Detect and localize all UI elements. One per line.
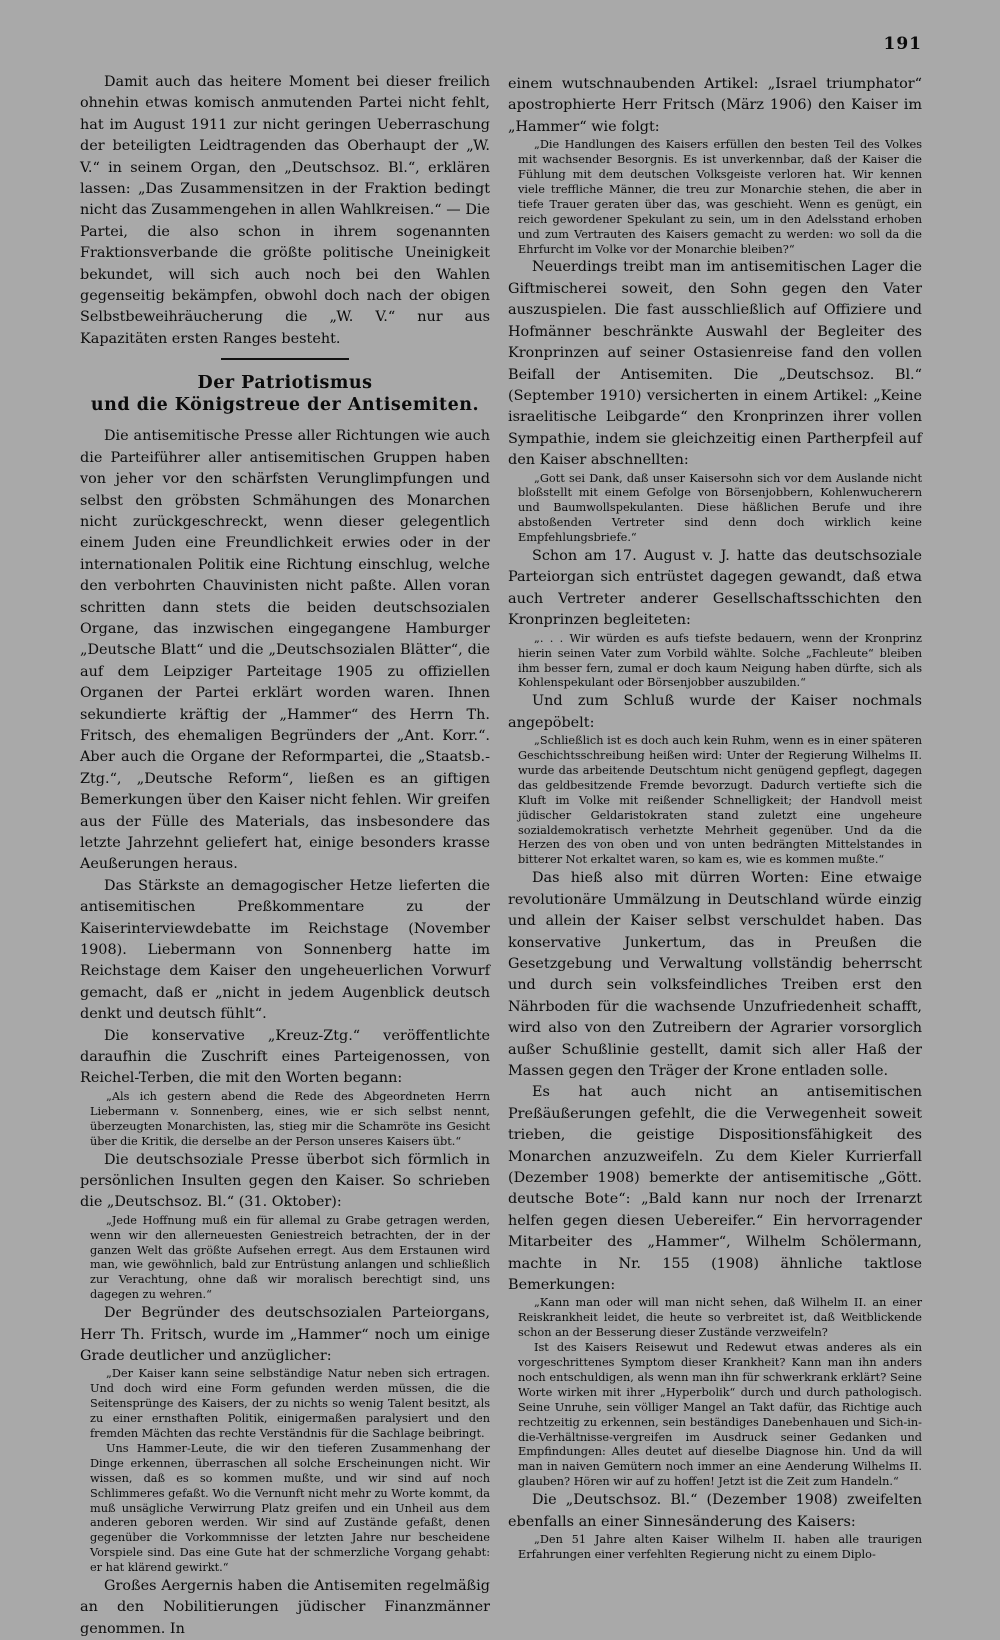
- paragraph: Das hieß also mit dürren Worten: Eine etwaige revolutionäre Ummälzung in Deutschland würde einzig und allein der Kaiser selbst verschuldet haben. Das konservative Junkertum, das in Preußen die Gesetzgebung und Verwaltung vollständig beherrscht und durch sein volksfeindliches Treiben erst den Nährboden für die wachsende Unzufriedenheit schafft, wird also von den Zutreibern der Agrarier vorsorglich außer Schußlinie gestellt, damit sich aller Haß der Massen gegen den Träger der Krone entladen solle.: [508, 870, 922, 1079]
- paragraph: Die antisemitische Presse aller Richtungen wie auch die Parteiführer aller antisemitischen Gruppen haben von jeher vor den schärfsten Verunglimpfungen und selbst den gröbsten Schmähungen des Monarchen nicht zurückgeschreckt, wenn dieser gelegentlich einem Juden eine Freundlichkeit erwies oder in der internationalen Politik eine Richtung einschlug, welche den verbohrten Chauvinisten nicht paßte. Allen voran schritten dann stets die beiden deutschsozialen Organe, das inzwischen eingegangene Hamburger „Deutsche Blatt“ und die „Deutschsozialen Blätter“, die auf dem Leipziger Parteitage 1905 zu offiziellen Organen der Partei erklärt worden waren. Ihnen sekundierte kräftig der „Hammer“ des Herrn Th. Fritsch, des ehemaligen Begründers der „Ant. Korr.“. Aber auch die Organe der Reformpartei, die „Staatsb.-Ztg.“, „Deutsche Reform“, ließen es an giftigen Bemerkungen über den Kaiser nicht fehlen. Wir greifen aus der Fülle des Materials, das insbesondere das letzte Jahrzehnt geliefert hat, einige besonders krasse Aeußerungen heraus.: [80, 428, 490, 873]
- section-heading: [80, 372, 490, 416]
- block-quote: „Gott sei Dank, daß unser Kaisersohn sich vor dem Auslande nicht bloßstellt mit einem Gefolge von Börsenjobbern, Kohlenwucherern und Baumwollspekulanten. Diese häßlichen Berufe und ihre abstoßenden Vertreter sind denn doch wirklich keine Empfehlungsbriefe.“: [518, 471, 922, 545]
- block-quote: „. . . Wir würden es aufs tiefste bedauern, wenn der Kronprinz hierin seinen Vater zum Vorbild wählte. Solche „Fachleute“ bleiben ihm besser fern, zumal er doch kaum Neigung haben dürfte, sich als Kohlenspekulant oder Börsenjobber auszubilden.“: [518, 631, 922, 690]
- block-quote: „Die Handlungen des Kaisers erfüllen den besten Teil des Volkes mit wachsender Besorgnis. Es ist unverkennbar, daß der Kaiser die Fühlung mit dem deutschen Volksgeiste verloren hat. Wir kennen viele treffliche Männer, die treu zur Monarchie stehen, die aber in tiefe Trauer geraten über das, was geschieht. Wenn es genügt, ein reich gewordener Spekulant zu sein, um in den Adelsstand erhoben und zum Vertrauten des Kaisers gemacht zu werden: wo soll da die Ehrfurcht im Volke vor der Monarchie bleiben?“: [518, 138, 922, 256]
- paragraph: einem wutschnaubenden Artikel: „Israel triumphator“ apostrophierte Herr Fritsch (März 1906) den Kaiser im „Hammer“ wie folgt:: [508, 76, 922, 135]
- section-heading-line2: und die Königstreue der Antisemiten.: [90, 395, 480, 416]
- block-quote: „Als ich gestern abend die Rede des Abgeordneten Herrn Liebermann v. Sonnenberg, eines, wie er sich selbst nennt, überzeugten Monarchisten, las, stieg mir die Schamröte ins Gesicht über die Kritik, die derselbe an der Person unseres Kaisers übt.“: [90, 1089, 490, 1148]
- paragraph: Der Begründer des deutschsozialen Parteiorgans, Herr Th. Fritsch, wurde im „Hammer“ noch um einige Grade deutlicher und anzüglicher:: [80, 1305, 490, 1364]
- block-quote: „Der Kaiser kann seine selbständige Natur neben sich ertragen. Und doch wird eine Form gefunden werden müssen, die die Seitensprünge des Kaisers, der zu nichts so wenig Talent besitzt, als zu einer ernsthaften Politik, einigermaßen paralysiert und den fremden Mächten das rechte Verständnis für die Sachlage beibringt.: [90, 1367, 490, 1440]
- block-quote: „Jede Hoffnung muß ein für allemal zu Grabe getragen werden, wenn wir den allerneuesten Geniestreich betrachten, der in der ganzen Welt das größte Aufsehen erregt. Aus dem Erstaunen wird man, wie gewöhnlich, bald zur Entrüstung anlangen und schließlich zur Verachtung, ohne daß wir moralisch berechtigt sind, uns dagegen zu wehren.“: [90, 1213, 490, 1302]
- paragraph: Es hat auch nicht an antisemitischen Preßäußerungen gefehlt, die die Verwegenheit soweit trieben, die geistige Dispositionsfähigkeit des Monarchen anzuzweifeln. Zu dem Kieler Kurrierfall (Dezember 1908) bemerkte der antisemitische „Gött. deutsche Bote“: „Bald kann nur noch der Irrenarzt helfen gegen diesen Uebereifer.“ Ein hervorragender Mitarbeiter des „Hammer“, Wilhelm Schölermann, machte in Nr. 155 (1908) ähnliche taktlose Bemerkungen:: [508, 1084, 922, 1293]
- block-quote: Ist des Kaisers Reisewut und Redewut etwas anderes als ein vorgeschrittenes Symptom dieser Krankheit? Kann man ihn anders noch entschuldigen, als wenn man ihn für schwerkrank erklärt? Seine Worte wirken mit ihrer „Hyperbolik“ durch und durch pathologisch. Seine Unruhe, sein völliger Mangel an Takt dafür, das Richtige auch rechtzeitig zu erkennen, sein beständiges Danebenhauen und Sich-in-die-Verhältnisse-vergreifen im Ausdruck seiner Gedanken und Empfindungen: Alles deutet auf dieselbe Diagnose hin. Und da will man in naiven Gemütern noch immer an eine Aenderung Wilhelms II. glauben? Hören wir auf zu hoffen! Jetzt ist die Zeit zum Handeln.“: [518, 1341, 922, 1489]
- section-divider: [221, 358, 349, 360]
- paragraph: Die konservative „Kreuz-Ztg.“ veröffentlichte daraufhin die Zuschrift eines Parteigenossen, von Reichel-Terben, die mit den Worten begann:: [80, 1027, 490, 1087]
- right-column: [508, 74, 922, 1563]
- paragraph: Die „Deutschsoz. Bl.“ (Dezember 1908) zweifelten ebenfalls an einer Sinnesänderung des Kaisers:: [508, 1492, 922, 1530]
- paragraph: Neuerdings treibt man im antisemitischen Lager die Giftmischerei soweit, den Sohn gegen den Vater auszuspielen. Die fast ausschließlich auf Offiziere und Hofmänner beschränkte Auswahl der Begleiter des Kronprinzen auf seiner Ostasienreise fand den vollen Beifall der Antisemiten. Die „Deutschsoz. Bl.“ (September 1910) versicherten in einem Artikel: „Keine israelitische Leibgarde“ den Kronprinzen ihrer vollen Sympathie, indem sie gleichzeitig einen Partherpfeil auf den Kaiser abschnellten:: [508, 259, 922, 469]
- page-number: 191: [883, 34, 922, 54]
- paragraph: Die deutschsoziale Presse überbot sich förmlich in persönlichen Insulten gegen den Kaiser. So schrieben die „Deutschsoz. Bl.“ (31. Oktober):: [80, 1151, 490, 1211]
- block-quote: „Kann man oder will man nicht sehen, daß Wilhelm II. an einer Reiskrankheit leidet, die heute so verbreitet ist, daß Weitblickende schon an der Besserung dieser Zustände verzweifeln?: [518, 1296, 922, 1340]
- paragraph: Schon am 17. August v. J. hatte das deutschsoziale Parteiorgan sich entrüstet dagegen gewandt, daß etwa auch Vertreter anderer Gesellschaftsschichten den Kronprinzen begleiteten:: [508, 548, 922, 629]
- left-column: [80, 72, 490, 1640]
- block-quote: Uns Hammer-Leute, die wir den tieferen Zusammenhang der Dinge erkennen, überraschen all solche Erscheinungen nicht. Wir wissen, daß es so kommen mußte, und wir sind auf noch Schlimmeres gefaßt. Wo die Vernunft nicht mehr zu Worte kommt, da muß unsägliche Verwirrung Platz greifen und ein Unheil aus dem anderen geboren werden. Wir sind auf Zustände gefaßt, denen gegenüber die Vorkommnisse der letzten Jahre nur bescheidene Vorspiele sind. Das eine Gute hat der schmerzliche Vorgang gehabt: er hat klärend gewirkt.“: [90, 1441, 490, 1575]
- block-quote: „Den 51 Jahre alten Kaiser Wilhelm II. haben alle traurigen Erfahrungen einer verfehlten Regierung nicht zu einem Diplo-: [518, 1533, 922, 1561]
- paragraph: Großes Aergernis haben die Antisemiten regelmäßig an den Nobilitierungen jüdischer Finanzmänner genommen. In: [80, 1578, 490, 1637]
- block-quote: „Schließlich ist es doch auch kein Ruhm, wenn es in einer späteren Geschichtsschreibung heißen wird: Unter der Regierung Wilhelms II. wurde das arbeitende Deutschtum nicht genügend gepflegt, dagegen das geldbesitzende Fremde bevorzugt. Dadurch vertiefte sich die Kluft im Volke mit reißender Schnelligkeit; der Handvoll meist jüdischer Geldaristokraten stand zuletzt eine ungeheure sozialdemokratisch verhetzte Mehrheit gegenüber. Und da die Herzen des von oben und von unten bedrängten Mittelstandes in bitterer Not erkaltet waren, so kam es, wie es kommen mußte.“: [518, 734, 922, 867]
- paragraph: Das Stärkste an demagogischer Hetze lieferten die antisemitischen Preßkommentare zu der Kaiserinterviewdebatte im Reichstage (November 1908). Liebermann von Sonnenberg hatte im Reichstage dem Kaiser den ungeheuerlichen Vorwurf gemacht, daß er „nicht in jedem Augenblick deutsch denkt und deutsch fühlt“.: [80, 877, 490, 1023]
- intro-paragraph: Damit auch das heitere Moment bei dieser freilich ohnehin etwas komisch anmutenden Partei nicht fehlt, hat im August 1911 zur nicht geringen Ueberraschung der beteiligten Leidtragenden das Oberhaupt der „W. V.“ in seinem Organ, den „Deutschsoz. Bl.“, erklären lassen: „Das Zusammensitzen in der Fraktion bedingt nicht das Zusammengehen in allen Wahlkreisen.“ — Die Partei, die also schon in ihrem sogenannten Fraktionsverbande die größte politische Uneinigkeit bekundet, will sich auch noch bei den Wahlen gegenseitig bekämpfen, obwohl doch nach der obigen Selbstbeweihräucherung die „W. V.“ nur aus Kapazitäten ersten Ranges besteht.: [80, 74, 490, 347]
- section-heading-line1: Der Patriotismus: [197, 373, 373, 394]
- paragraph: Und zum Schluß wurde der Kaiser nochmals angepöbelt:: [508, 693, 922, 731]
